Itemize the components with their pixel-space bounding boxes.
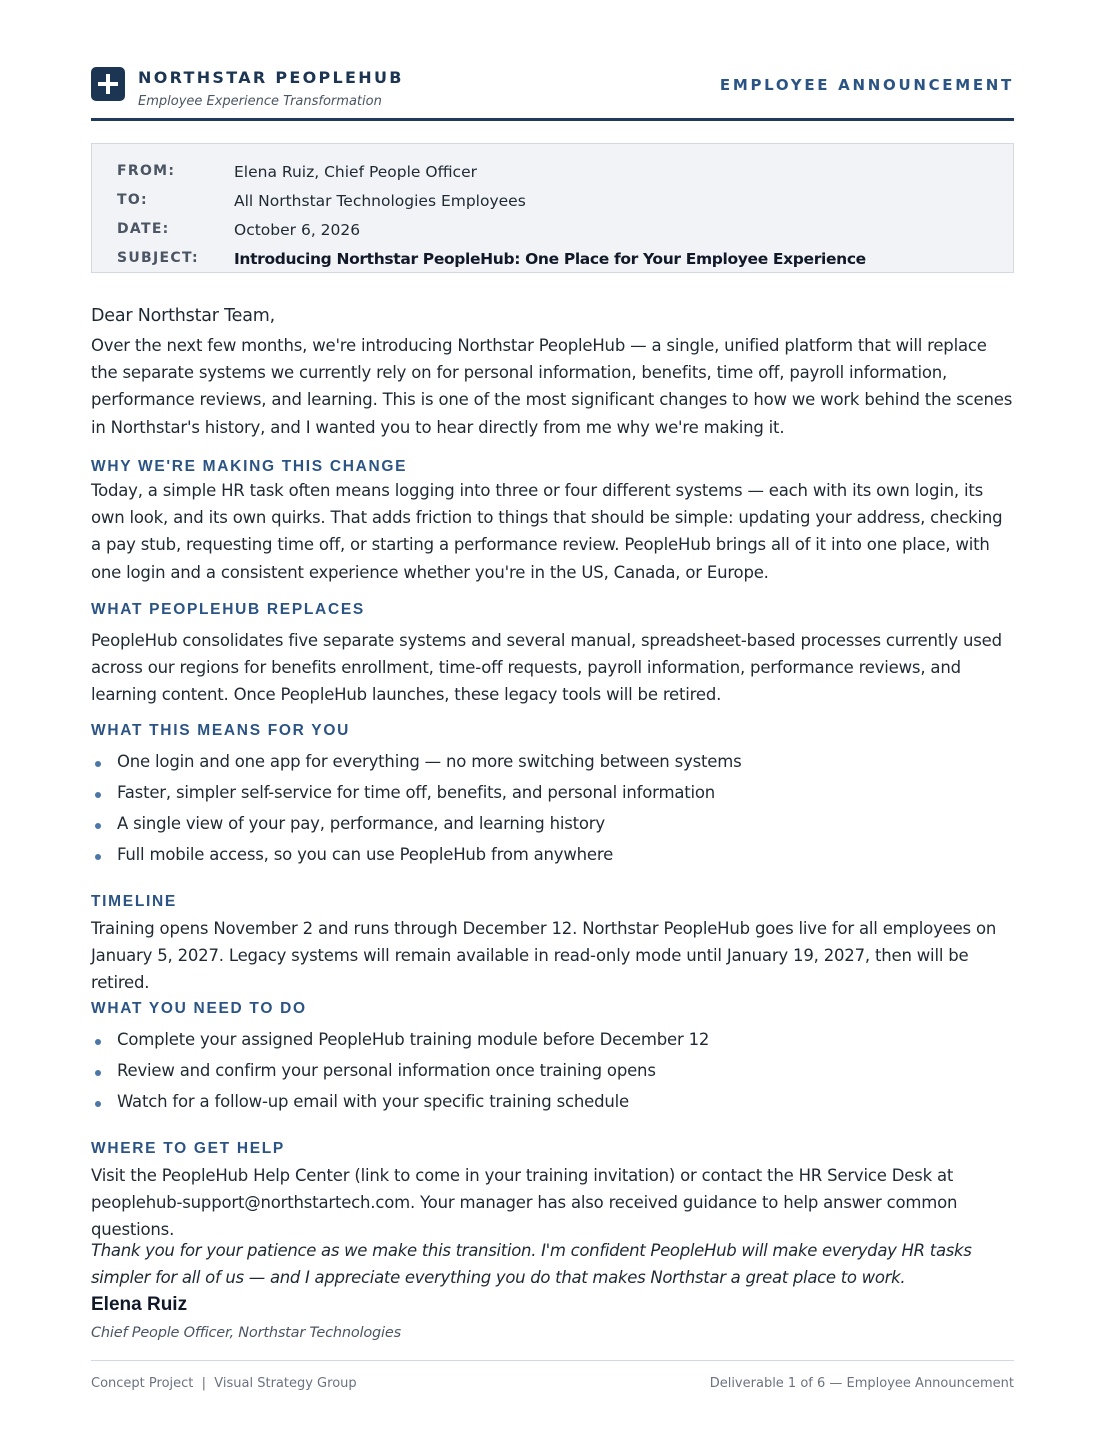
section-heading-todo: WHAT YOU NEED TO DO: [91, 1000, 307, 1017]
section-heading-replaces: WHAT PEOPLEHUB REPLACES: [91, 601, 365, 618]
intro-paragraph: Over the next few months, we're introducing Northstar PeopleHub — a single, unified platform that will replace the separate systems we currently rely on for personal information, benefits, time off, payroll information, performance reviews, and learning. This is one of the most significant changes to how we work behind the scenes in Northstar's history, and I wanted you to hear directly from me why we're making it.: [91, 336, 1013, 437]
memo-subject-label: SUBJECT:: [117, 250, 199, 266]
closing-paragraph: Thank you for your patience as we make this transition. I'm confident PeopleHub will make everyday HR tasks simpler for all of us — and I appreciate everything you do that makes Northstar a great place to work.: [91, 1241, 972, 1288]
footer-left: Concept Project | Visual Strategy Group: [91, 1376, 357, 1391]
section-heading-help: WHERE TO GET HELP: [91, 1140, 285, 1157]
section-heading-means: WHAT THIS MEANS FOR YOU: [91, 722, 350, 739]
bullet-icon: [95, 823, 101, 829]
list-item: [91, 1091, 1014, 1122]
memo-from-label: FROM:: [117, 163, 176, 179]
why-paragraph: Today, a simple HR task often means logging into three or four different systems — each with its own login, its own look, and its own quirks. That adds friction to things that should be simple: updating your address, checking a pay stub, requesting time off, or starting a performance review. PeopleHub brings all of it into one place, with one login and a consistent experience whether you're in the US, Canada, or Europe.: [91, 481, 1003, 582]
bullet-icon: [95, 761, 101, 767]
todo-list: [91, 1029, 1014, 1122]
list-item-text: Review and confirm your personal information once training opens: [117, 1061, 656, 1080]
section-heading-timeline: TIMELINE: [91, 893, 177, 910]
plus-icon: [91, 67, 125, 101]
help-paragraph: Visit the PeopleHub Help Center (link to come in your training invitation) or contact the HR Service Desk at peoplehub-support@northstartech.com. Your manager has also received guidance to help answer common questions.: [91, 1166, 958, 1240]
greeting: Dear Northstar Team,: [91, 306, 275, 326]
memo-from-value: Elena Ruiz, Chief People Officer: [234, 163, 477, 181]
list-item: [91, 1029, 1014, 1060]
list-item-text: Faster, simpler self-service for time off, benefits, and personal information: [117, 783, 716, 802]
brand-name: NORTHSTAR PEOPLEHUB: [138, 68, 404, 87]
list-item-text: Full mobile access, so you can use PeopleHub from anywhere: [117, 845, 614, 864]
list-item: [91, 813, 1014, 844]
memo-block: [91, 143, 1014, 273]
list-item: [91, 844, 1014, 875]
bullet-icon: [95, 854, 101, 860]
replaces-paragraph: PeopleHub consolidates five separate systems and several manual, spreadsheet-based processes currently used across our regions for benefits enrollment, time-off requests, payroll information, performance reviews, and learning content. Once PeopleHub launches, these legacy tools will be retired.: [91, 631, 1002, 705]
section-heading-why: WHY WE'RE MAKING THIS CHANGE: [91, 458, 408, 475]
letterhead: [91, 0, 1014, 121]
bullet-icon: [95, 1070, 101, 1076]
signature-name: Elena Ruiz: [91, 1294, 188, 1315]
memo-subject-value: Introducing Northstar PeopleHub: One Place for Your Employee Experience: [234, 250, 866, 268]
memo-to-value: All Northstar Technologies Employees: [234, 192, 526, 210]
list-item: [91, 751, 1014, 782]
signature-title: Chief People Officer, Northstar Technologies: [91, 1325, 401, 1341]
brand-logo: [91, 67, 125, 101]
list-item-text: Watch for a follow-up email with your specific training schedule: [117, 1092, 629, 1111]
memo-date-value: October 6, 2026: [234, 221, 361, 239]
bullet-icon: [95, 792, 101, 798]
document-type: EMPLOYEE ANNOUNCEMENT: [719, 76, 1014, 94]
brand-tagline: Employee Experience Transformation: [138, 94, 382, 109]
footer-right: Deliverable 1 of 6 — Employee Announcement: [709, 1376, 1014, 1391]
bullet-icon: [95, 1101, 101, 1107]
document-page: [91, 0, 1014, 1391]
list-item-text: Complete your assigned PeopleHub training module before December 12: [117, 1030, 710, 1049]
list-item: [91, 1060, 1014, 1091]
timeline-paragraph: Training opens November 2 and runs through December 12. Northstar PeopleHub goes live for all employees on January 5, 2027. Legacy systems will remain available in read-only mode until January 19, 2027, then will be retired.: [91, 919, 997, 993]
memo-date-label: DATE:: [117, 221, 170, 237]
list-item-text: One login and one app for everything — no more switching between systems: [117, 752, 742, 771]
means-list: [91, 751, 1014, 875]
memo-to-label: TO:: [117, 192, 148, 208]
footer-divider: [91, 1360, 1014, 1361]
bullet-icon: [95, 1039, 101, 1045]
list-item: [91, 782, 1014, 813]
list-item-text: A single view of your pay, performance, and learning history: [117, 814, 605, 833]
